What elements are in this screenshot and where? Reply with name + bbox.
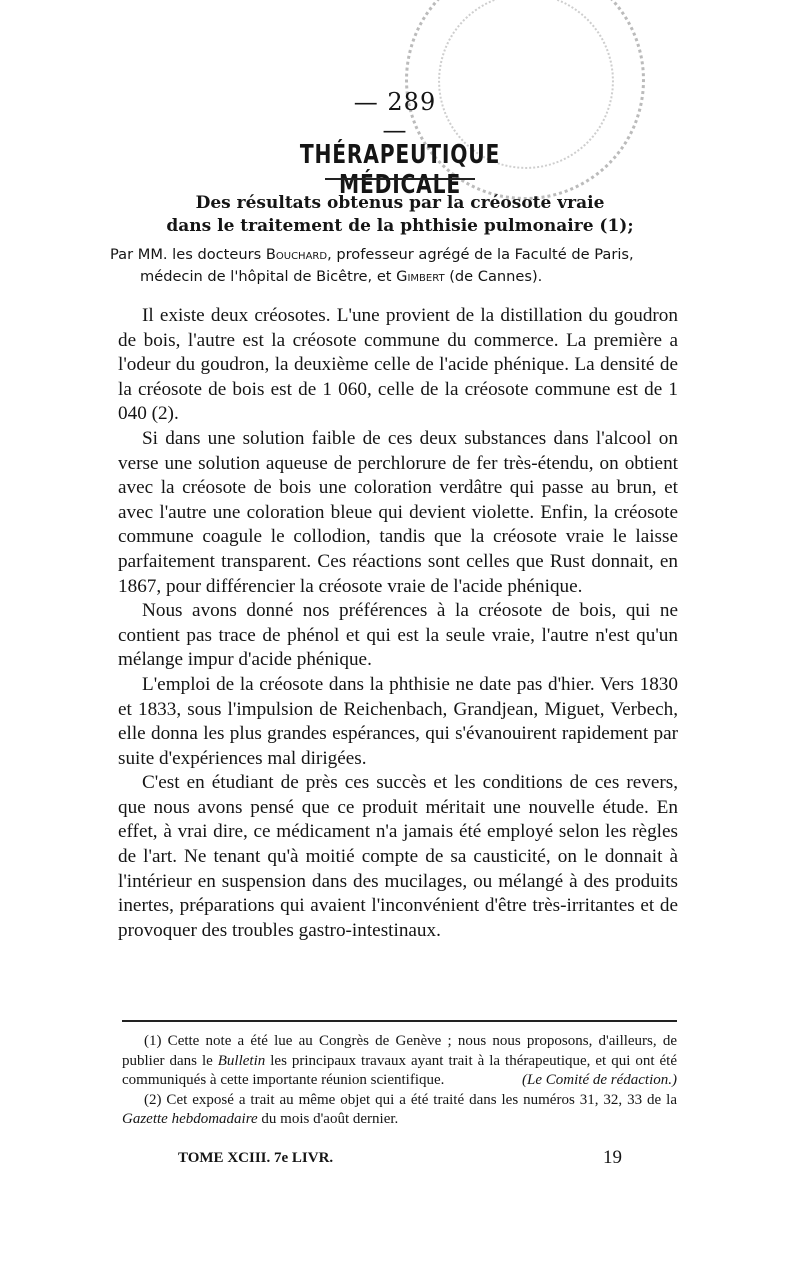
footnote-1 [122,1032,677,1091]
article-title-line-2: dans le traitement de la phthisie pulmonaire (1); [166,216,634,236]
authors-suffix: (de Cannes). [444,268,543,285]
running-footer [178,1147,628,1168]
author-bouchard: Bouchard [265,246,328,263]
volume-label: TOME XCIII. 7e LIVR. [178,1150,334,1166]
footnote-2 [122,1091,677,1130]
footnote-2-text-b: du mois d'août dernier. [257,1111,399,1127]
footnote-rule [122,1020,677,1022]
paragraph-4: L'emploi de la créosote dans la phthisie ne date pas d'hier. Vers 1830 et 1833, sous l'impulsion de Reichenbach, Grandjean, Miguet, Verbech, elle donna les plus grandes espérances, qui s'évanouirent rapidement par suite d'expériences mal dirigées. [118,673,678,769]
page-number: — 289 — [353,88,437,144]
paragraph-5: C'est en étudiant de près ces succès et les conditions de ces revers, que nous avons pensé que ce produit méritait une nouvelle étude. En effet, à vrai dire, ce médicament n'a jamais été employé selon les règles de l'art. Ne tenant qu'à moitié compte de sa causticité, on le donnait à l'intérieur en suspension dans des mucilages, ou mélangé à des produits inertes, préparations qui avaient l'inconvénient d'être très-irritantes et de provoquer des troubles gastro-intestinaux. [118,772,678,941]
authors-line2-prefix: médecin de l'hôpital de Bicêtre, et [140,268,397,285]
paragraph-3: Nous avons donné nos préférences à la créosote de bois, qui ne contient pas trace de phénol et qui est la seule vraie, l'autre n'est qu'un mélange impur d'acide phénique. [118,600,678,671]
footnote-1-text-b: les principaux travaux ayant trait à la thérapeutique, et qui ont été communiqués à cette importante réunion scientifique. [122,1052,677,1088]
footnote-2-text-a: (2) Cet exposé a trait au même objet qui a été traité dans les numéros 31, 32, 33 de la [144,1091,677,1108]
article-title [150,192,650,238]
footnote-1-text-a: (1) Cette note a été lue au Congrès de Genève ; nous nous proposons, d'ailleurs, de publier dans le [122,1033,677,1069]
authors-byline [110,244,700,288]
footnotes [122,1032,677,1130]
footnote-1-bulletin: Bulletin [217,1052,266,1069]
article-body [118,304,678,943]
authors-prefix: Par MM. les docteurs [110,246,266,263]
footnote-2-gazette: Gazette hebdomadaire [122,1111,258,1127]
footnote-1-signature: (Le Comité de rédaction.) [522,1072,677,1088]
article-title-line-1: Des résultats obtenus par la créosote vraie [195,193,605,213]
section-title: THÉRAPEUTIQUE MÉDICALE [299,140,501,200]
paragraph-1: Il existe deux créosotes. L'une provient de la distillation du goudron de bois, l'autre est la créosote commune du commerce. La première a l'odeur du goudron, la deuxième celle de l'acide phénique. La densité de la créosote de bois est de 1 060, celle de la créosote commune est de 1 040 (2). [118,305,678,425]
authors-affiliation: , professeur agrégé de la Faculté de Paris, [327,246,634,263]
signature-number: 19 [603,1147,622,1168]
paragraph-2: Si dans une solution faible de ces deux substances dans l'alcool on verse une solution aqueuse de perchlorure de fer très-étendu, on obtient avec la créosote de bois une coloration verdâtre qui passe au brun, et avec l'autre une coloration bleue qui devient violette. Enfin, la créosote commune coagule le collodion, tandis que la créosote vraie le laisse parfaitement transparent. Ces réactions sont celles que Rust donnait, en 1867, pour différencier la créosote vraie de l'acide phénique. [118,427,678,597]
title-rule [325,178,475,180]
author-gimbert: Gimbert [396,268,445,285]
authors-line-2 [110,266,700,288]
